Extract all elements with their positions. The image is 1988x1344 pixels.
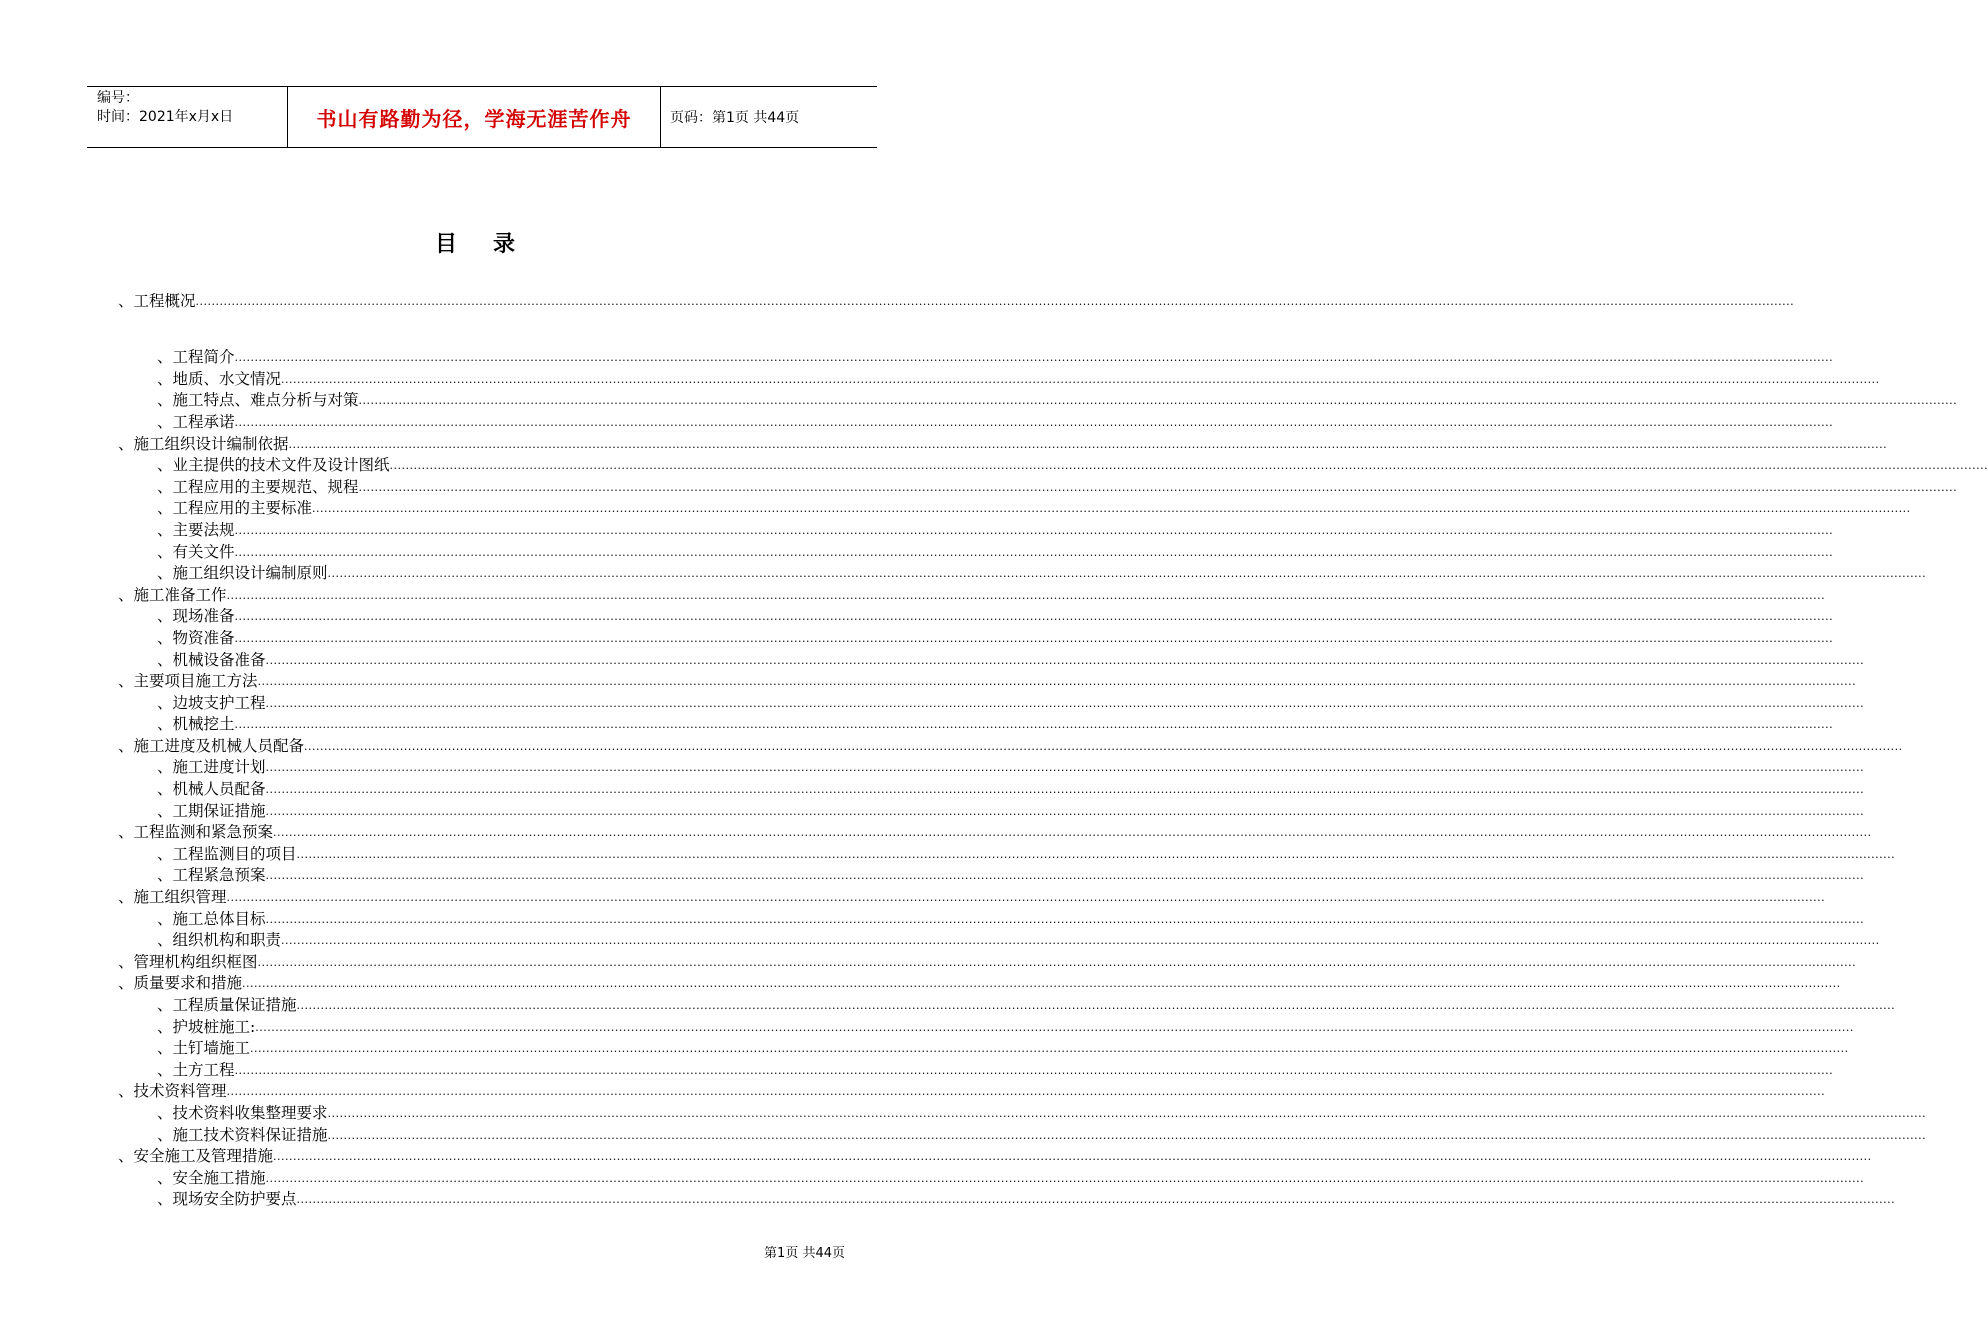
toc-leader-dots: ................................................................................................................................................................................................................................................................................................................................................................................................................ — [265, 653, 1865, 667]
toc-entry-level1[interactable] — [118, 886, 1826, 908]
toc-leader-dots: ................................................................................................................................................................................................................................................................................................................................................................................................................ — [234, 523, 1834, 537]
toc-title: 目录 — [434, 231, 551, 257]
toc-leader-dots: ................................................................................................................................................................................................................................................................................................................................................................................................................ — [265, 869, 1865, 883]
toc-entry-level1[interactable] — [118, 433, 1888, 455]
toc-leader-dots: ................................................................................................................................................................................................................................................................................................................................................................................................................ — [327, 1128, 1927, 1142]
toc-leader-dots: ................................................................................................................................................................................................................................................................................................................................................................................................................ — [226, 891, 1826, 905]
toc-leader-dots: ................................................................................................................................................................................................................................................................................................................................................................................................................ — [327, 1106, 1927, 1120]
toc-leader-dots: ................................................................................................................................................................................................................................................................................................................................................................................................................ — [327, 567, 1927, 581]
toc-leader-dots: ................................................................................................................................................................................................................................................................................................................................................................................................................ — [234, 545, 1834, 559]
toc-entry-label: 、安全施工措施 — [157, 1168, 266, 1187]
toc-entry-label: 、工程承诺 — [157, 412, 235, 431]
toc-leader-dots: ................................................................................................................................................................................................................................................................................................................................................................................................................ — [281, 372, 1880, 386]
toc-spacer — [118, 312, 845, 347]
toc-entry-level2[interactable] — [118, 778, 1865, 800]
toc-entry-label: 、施工进度及机械人员配备 — [118, 736, 305, 755]
toc-leader-dots: ................................................................................................................................................................................................................................................................................................................................................................................................................ — [265, 912, 1865, 926]
toc-entry-level2[interactable] — [118, 994, 1896, 1016]
toc-entry-level1[interactable] — [118, 671, 1857, 693]
toc-entry-label: 、现场准备 — [157, 607, 235, 626]
toc-entry-level1[interactable] — [118, 1081, 1826, 1103]
toc-entry-label: 、质量要求和措施 — [118, 974, 243, 993]
toc-entry-level1[interactable] — [118, 951, 1857, 973]
toc-entry-label: 、业主提供的技术文件及设计图纸 — [157, 456, 390, 475]
page-footer: 第1页 共44页 — [764, 1246, 845, 1261]
toc-entry-label: 、机械挖土 — [157, 715, 235, 734]
toc-leader-dots: ................................................................................................................................................................................................................................................................................................................................................................................................................ — [265, 696, 1865, 710]
toc-entry-level2[interactable] — [118, 455, 1988, 477]
table-of-contents — [118, 290, 1988, 1210]
toc-leader-dots: ................................................................................................................................................................................................................................................................................................................................................................................................................ — [257, 675, 1857, 689]
toc-leader-dots: ................................................................................................................................................................................................................................................................................................................................................................................................................ — [358, 394, 1958, 408]
toc-leader-dots: ................................................................................................................................................................................................................................................................................................................................................................................................................ — [257, 955, 1857, 969]
toc-leader-dots: ................................................................................................................................................................................................................................................................................................................................................................................................................ — [312, 502, 1911, 516]
toc-leader-dots: ................................................................................................................................................................................................................................................................................................................................................................................................................ — [265, 761, 1865, 775]
page-header — [87, 86, 877, 148]
toc-entry-label: 、工程概况 — [118, 291, 196, 310]
toc-entry-level2[interactable] — [118, 649, 1865, 671]
toc-entry-label: 、工程应用的主要规范、规程 — [157, 477, 359, 496]
toc-entry-level2[interactable] — [118, 930, 1880, 952]
toc-entry-label: 、施工特点、难点分析与对策 — [157, 391, 359, 410]
toc-leader-dots: ................................................................................................................................................................................................................................................................................................................................................................................................................ — [265, 783, 1865, 797]
time-label: 时间：2021年x月x日 — [97, 109, 234, 125]
header-meta — [87, 87, 287, 147]
toc-leader-dots: ................................................................................................................................................................................................................................................................................................................................................................................................................ — [255, 1020, 1854, 1034]
toc-entry-label: 、有关文件 — [157, 542, 235, 561]
toc-entry-level2[interactable] — [118, 1167, 1865, 1189]
toc-entry-level2[interactable] — [118, 908, 1865, 930]
toc-entry-level2[interactable] — [118, 843, 1896, 865]
toc-leader-dots: ................................................................................................................................................................................................................................................................................................................................................................................................................ — [281, 934, 1880, 948]
toc-leader-dots: ................................................................................................................................................................................................................................................................................................................................................................................................................ — [234, 631, 1834, 645]
toc-entry-level1[interactable] — [118, 735, 1903, 757]
toc-entry-level2[interactable] — [118, 519, 1834, 541]
toc-leader-dots: ................................................................................................................................................................................................................................................................................................................................................................................................................ — [358, 480, 1958, 494]
toc-leader-dots: ................................................................................................................................................................................................................................................................................................................................................................................................................ — [234, 1063, 1834, 1077]
toc-leader-dots: ................................................................................................................................................................................................................................................................................................................................................................................................................ — [296, 1193, 1896, 1207]
toc-entry-level2[interactable] — [118, 368, 1880, 390]
toc-entry-label: 、施工总体目标 — [157, 909, 266, 928]
toc-entry-label: 、主要项目施工方法 — [118, 672, 258, 691]
toc-entry-level2[interactable] — [118, 498, 1911, 520]
toc-entry-label: 、机械设备准备 — [157, 650, 266, 669]
toc-entry-level2[interactable] — [118, 1038, 1849, 1060]
toc-entry-level2[interactable] — [118, 692, 1865, 714]
toc-leader-dots: ................................................................................................................................................................................................................................................................................................................................................................................................................ — [242, 977, 1841, 991]
toc-leader-dots: ................................................................................................................................................................................................................................................................................................................................................................................................................ — [234, 718, 1834, 732]
header-page-cell — [661, 87, 877, 147]
toc-entry-label: 、现场安全防护要点 — [157, 1190, 297, 1209]
toc-entry-level2[interactable] — [118, 411, 1834, 433]
toc-entry-label: 、边坡支护工程 — [157, 693, 266, 712]
toc-entry-label: 、施工组织设计编制原则 — [157, 564, 328, 583]
toc-leader-dots: ................................................................................................................................................................................................................................................................................................................................................................................................................ — [296, 847, 1896, 861]
toc-entry-label: 、工程紧急预案 — [157, 866, 266, 885]
toc-leader-dots: ................................................................................................................................................................................................................................................................................................................................................................................................................ — [296, 999, 1896, 1012]
toc-entry-level1[interactable] — [118, 973, 1841, 995]
number-label: 编号： — [97, 90, 139, 106]
toc-entry-label: 、机械人员配备 — [157, 780, 266, 799]
toc-entry-level2[interactable] — [118, 800, 1865, 822]
toc-entry-level2[interactable] — [118, 1124, 1927, 1146]
toc-entry-label: 、护坡桩施工: — [157, 1017, 256, 1036]
toc-entry-level2[interactable] — [118, 627, 1834, 649]
toc-entry-level2[interactable] — [118, 1016, 1854, 1038]
toc-entry-level2[interactable] — [118, 606, 1834, 628]
toc-entry-label: 、施工准备工作 — [118, 585, 227, 604]
toc-leader-dots: ................................................................................................................................................................................................................................................................................................................................................................................................................ — [250, 1042, 1849, 1056]
toc-entry-level2[interactable] — [118, 1189, 1896, 1211]
toc-entry-label: 、施工技术资料保证措施 — [157, 1125, 328, 1144]
toc-entry-label: 、施工组织设计编制依据 — [118, 434, 289, 453]
toc-entry-level2[interactable] — [118, 1102, 1927, 1124]
toc-entry-level2[interactable] — [118, 347, 1834, 369]
toc-entry-label: 、土方工程 — [157, 1060, 235, 1079]
toc-entry-level1[interactable] — [118, 1146, 1872, 1168]
toc-entry-level1[interactable] — [118, 290, 1795, 312]
toc-entry-label: 、技术资料收集整理要求 — [157, 1103, 328, 1122]
toc-entry-level1[interactable] — [118, 822, 1872, 844]
toc-leader-dots: ................................................................................................................................................................................................................................................................................................................................................................................................................ — [273, 826, 1872, 840]
toc-leader-dots: ................................................................................................................................................................................................................................................................................................................................................................................................................ — [265, 804, 1865, 818]
header-motto-cell — [287, 87, 661, 147]
toc-entry-level2[interactable] — [118, 865, 1865, 887]
toc-leader-dots: ................................................................................................................................................................................................................................................................................................................................................................................................................ — [288, 437, 1888, 451]
toc-leader-dots: ................................................................................................................................................................................................................................................................................................................................................................................................................ — [234, 351, 1834, 365]
toc-leader-dots: ................................................................................................................................................................................................................................................................................................................................................................................................................ — [273, 1150, 1872, 1164]
toc-entry-level2[interactable] — [118, 563, 1927, 585]
toc-entry-label: 、施工组织管理 — [118, 888, 227, 907]
toc-entry-label: 、工程监测目的项目 — [157, 844, 297, 863]
toc-leader-dots: ................................................................................................................................................................................................................................................................................................................................................................................................................ — [234, 610, 1834, 624]
toc-entry-label: 、土钉墙施工 — [157, 1039, 251, 1058]
toc-leader-dots: ................................................................................................................................................................................................................................................................................................................................................................................................................ — [265, 1171, 1865, 1185]
toc-entry-level2[interactable] — [118, 541, 1834, 563]
toc-entry-label: 、管理机构组织框图 — [118, 952, 258, 971]
toc-entry-level2[interactable] — [118, 757, 1865, 779]
toc-leader-dots: ................................................................................................................................................................................................................................................................................................................................................................................................................ — [226, 1085, 1826, 1099]
toc-leader-dots: ................................................................................................................................................................................................................................................................................................................................................................................................................ — [226, 588, 1826, 602]
toc-entry-label: 、组织机构和职责 — [157, 931, 282, 950]
toc-entry-label: 、工程监测和紧急预案 — [118, 823, 274, 842]
toc-entry-label: 、物资准备 — [157, 628, 235, 647]
toc-leader-dots: ................................................................................................................................................................................................................................................................................................................................................................................................................ — [304, 739, 1903, 753]
toc-entry-label: 、技术资料管理 — [118, 1082, 227, 1101]
toc-entry-label: 、主要法规 — [157, 520, 235, 539]
page-label: 页码：第1页 共44页 — [670, 110, 800, 126]
toc-entry-label: 、工程质量保证措施 — [157, 996, 297, 1014]
toc-entry-label: 、施工进度计划 — [157, 758, 266, 777]
toc-entry-level1[interactable] — [118, 584, 1826, 606]
toc-entry-label: 、地质、水文情况 — [157, 369, 282, 388]
toc-entry-level2[interactable] — [118, 390, 1958, 412]
toc-entry-level2[interactable] — [118, 1059, 1834, 1081]
toc-entry-label: 、工期保证措施 — [157, 801, 266, 820]
toc-entry-level2[interactable] — [118, 476, 1958, 498]
toc-leader-dots: ................................................................................................................................................................................................................................................................................................................................................................................................................ — [389, 459, 1988, 473]
toc-entry-label: 、工程简介 — [157, 348, 235, 367]
toc-entry-label: 、安全施工及管理措施 — [118, 1147, 274, 1166]
motto-text: 书山有路勤为径，学海无涯苦作舟 — [316, 106, 632, 131]
toc-leader-dots: ................................................................................................................................................................................................................................................................................................................................................................................................................ — [195, 294, 1795, 308]
toc-entry-label: 、工程应用的主要标准 — [157, 499, 313, 518]
toc-entry-level2[interactable] — [118, 714, 1834, 736]
toc-leader-dots: ................................................................................................................................................................................................................................................................................................................................................................................................................ — [234, 415, 1834, 429]
